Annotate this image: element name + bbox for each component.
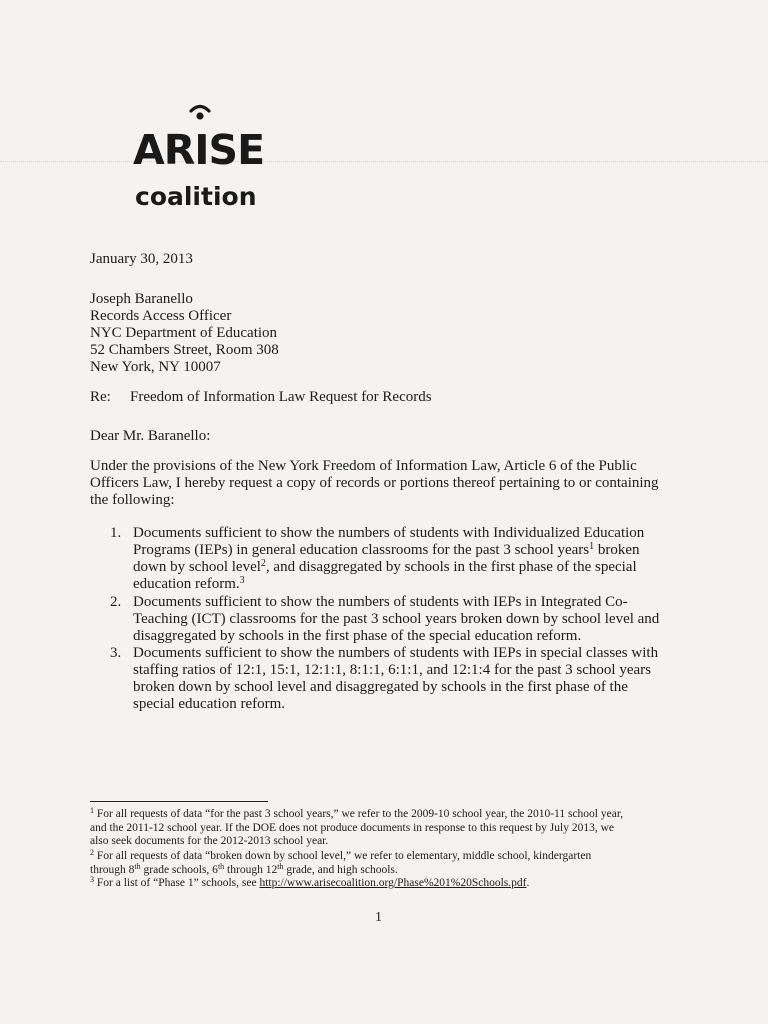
logo-wordmark: ARISE (133, 126, 265, 174)
item-line: Documents sufficient to show the numbers of students with IEPs in special classes with (133, 645, 659, 661)
item-line: disaggregated by schools in the first phase of the special education reform. (133, 628, 582, 644)
arise-coalition-logo (133, 100, 273, 215)
intro-line: Under the provisions of the New York Freedom of Information Law, Article 6 of the Public (90, 458, 637, 474)
footnote-mark: 2 (90, 848, 94, 857)
re-subject: Freedom of Information Law Request for Records (130, 389, 432, 405)
letter-date: January 30, 2013 (90, 251, 193, 267)
intro-line: Officers Law, I hereby request a copy of records or portions thereof pertaining to or containing (90, 475, 659, 491)
item-line: special education reform. (133, 696, 286, 712)
footnote-3: $^3$ For a list of “Phase 1” schools, see http://www.arisecoalition.org/Phase%201%20Schools.pdf. (90, 875, 530, 889)
item-line: Documents sufficient to show the numbers of students with IEPs in Integrated Co- (133, 594, 628, 610)
intro-paragraph (90, 458, 659, 509)
phase1-schools-link[interactable]: http://www.arisecoalition.org/Phase%201%20Schools.pdf (259, 877, 527, 889)
item-line: down by school level$^2$, and disaggregated by schools in the first phase of the special (133, 558, 637, 575)
recipient-city: New York, NY 10007 (90, 359, 221, 375)
logo-subtitle: coalition (135, 182, 257, 211)
item-line: broken down by school level and disaggregated by schools in the first phase of the (133, 679, 628, 695)
footnote-mark: 3 (90, 875, 94, 884)
item-line: Programs (IEPs) in general education classrooms for the past 3 school years$^1$ broken (133, 541, 640, 558)
item-line: Teaching (ICT) classrooms for the past 3 school years broken down by school level and (133, 611, 660, 627)
footnote-2: $^2$ For all requests of data “broken down by school level,” we refer to elementary, middle school, kindergarten through 8th grade schools, 6th through 12th grade, and high schools. (90, 848, 592, 876)
item-line: staffing ratios of 12:1, 15:1, 12:1:1, 8:1:1, 6:1:1, and 12:1:4 for the past 3 school years (133, 662, 651, 678)
recipient-street: 52 Chambers Street, Room 308 (90, 342, 279, 358)
item-number: 2. (110, 594, 122, 610)
intro-line: the following: (90, 492, 175, 508)
recipient-org: NYC Department of Education (90, 325, 278, 341)
item-number: 3. (110, 645, 122, 661)
recipient-name: Joseph Baranello (90, 291, 193, 307)
scan-artifact-line (0, 161, 768, 162)
footnote-divider (90, 801, 268, 802)
page-number: 1 (375, 910, 382, 925)
recipient-address (90, 291, 279, 376)
item-line: Documents sufficient to show the numbers of students with Individualized Education (133, 525, 645, 541)
item-number: 1. (110, 525, 122, 541)
footnote-mark: 1 (90, 806, 94, 815)
salutation: Dear Mr. Baranello: (90, 428, 211, 444)
footnote-1: $^1$ For all requests of data “for the past 3 school years,” we refer to the 2009-10 school year, the 2010-11 school year, and the 2011-12 school year. If the DOE does not produce documents in response to this request by July 2013, we also seek documents for the 2012-2013 school year. (90, 806, 624, 847)
footnote-ref-3: 3 (239, 575, 245, 586)
footnote-ref-1: 1 (589, 541, 595, 552)
re-label: Re: (90, 389, 111, 405)
recipient-title: Records Access Officer (90, 308, 232, 324)
signal-arc-icon (188, 100, 212, 124)
footnote-ref-2: 2 (260, 558, 266, 569)
item-line: education reform.$^3$ (133, 575, 245, 592)
